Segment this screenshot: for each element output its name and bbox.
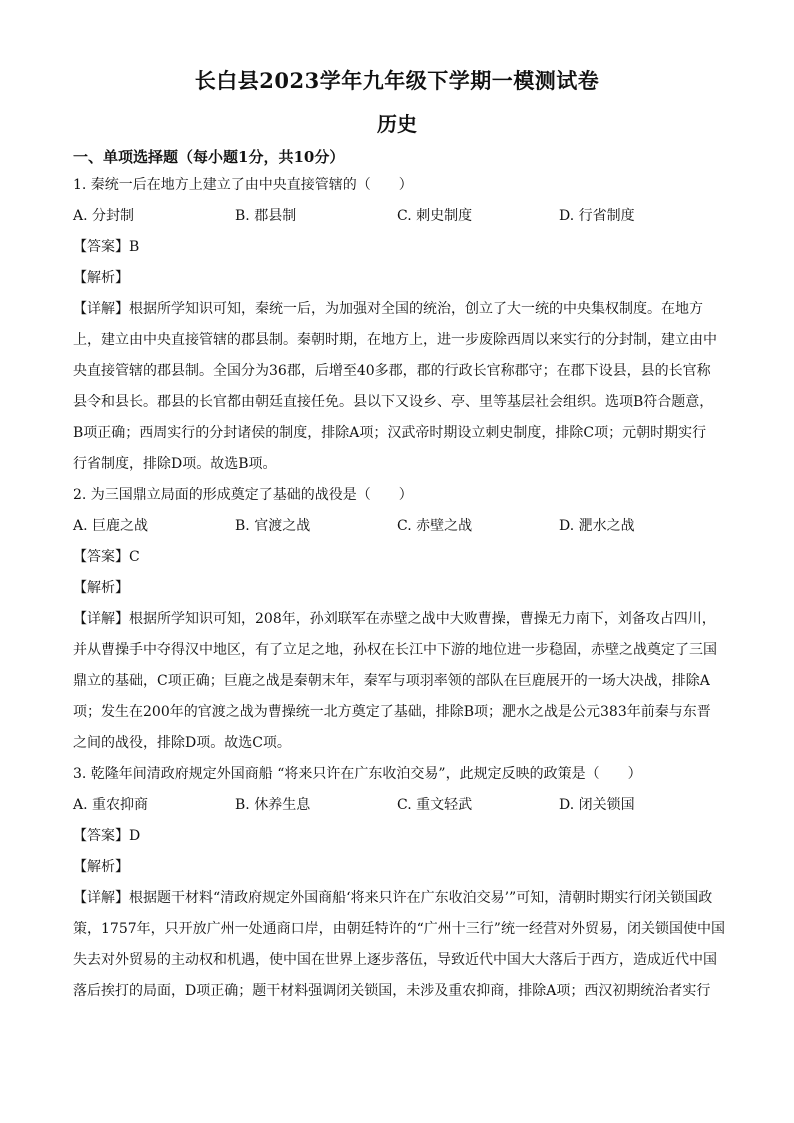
option-c: C. 刺史制度 xyxy=(397,208,473,224)
detail-line: 【详解】根据所学知识可知，秦统一后，为加强对全国的统治，创立了大一统的中央集权制度。在地方 xyxy=(73,301,703,317)
detail-text xyxy=(73,296,721,482)
question-2 xyxy=(73,482,721,761)
answer-label: 【答案】D xyxy=(73,828,141,844)
detail-line: 之间的战役，排除D项。故选C项。 xyxy=(73,735,291,751)
question-1 xyxy=(73,172,721,482)
answer-label: 【答案】B xyxy=(73,239,140,255)
detail-line: 项；发生在200年的官渡之战为曹操统一北方奠定了基础，排除B项；淝水之战是公元383年前秦与东晋 xyxy=(73,704,711,720)
question-list xyxy=(73,172,725,1009)
detail-line: 落后挨打的局面，D项正确；题干材料强调闭关锁国，未涉及重农抑商，排除A项；西汉初期统治者实行 xyxy=(73,983,711,999)
option-b: B. 官渡之战 xyxy=(235,518,311,534)
detail-line: 行省制度，排除D项。故选B项。 xyxy=(73,456,277,472)
detail-line: 央直接管辖的郡县制。全国分为36郡，后增至40多郡，郡的行政长官称郡守；在郡下设县，县的长官称 xyxy=(73,363,711,379)
analysis-label: 【解析】 xyxy=(73,270,129,286)
question-3 xyxy=(73,761,725,1009)
detail-text xyxy=(73,606,721,761)
analysis-label: 【解析】 xyxy=(73,859,129,875)
option-d: D. 行省制度 xyxy=(559,208,635,224)
option-b: B. 郡县制 xyxy=(235,208,297,224)
analysis-label: 【解析】 xyxy=(73,580,129,596)
detail-line: 策，1757年，只开放广州一处通商口岸，由朝廷特许的“广州十三行”统一经营对外贸易，闭关锁国使中国 xyxy=(73,921,725,937)
option-c: C. 赤壁之战 xyxy=(397,518,473,534)
detail-line: 上，建立由中央直接管辖的郡县制。秦朝时期，在地方上，进一步废除西周以来实行的分封制，建立由中 xyxy=(73,332,717,348)
option-d: D. 闭关锁国 xyxy=(559,797,635,813)
subject-title: 历史 xyxy=(377,112,417,136)
option-c: C. 重文轻武 xyxy=(397,797,473,813)
option-a: A. 巨鹿之战 xyxy=(73,518,149,534)
option-row xyxy=(73,513,721,544)
detail-line: 并从曹操手中夺得汉中地区，有了立足之地，孙权在长江中下游的地位进一步稳固，赤壁之战奠定了三国 xyxy=(73,642,717,658)
question-stem: 2. 为三国鼎立局面的形成奠定了基础的战役是（ ） xyxy=(73,487,413,503)
detail-line: 鼎立的基础，C项正确；巨鹿之战是秦朝末年，秦军与项羽率领的部队在巨鹿展开的一场大决战，排除A xyxy=(73,673,710,689)
exam-title: 长白县2023学年九年级下学期一模测试卷 xyxy=(194,68,600,93)
option-a: A. 分封制 xyxy=(73,208,135,224)
detail-line: 失去对外贸易的主动权和机遇，使中国在世界上逐步落伍，导致近代中国大大落后于西方，造成近代中国 xyxy=(73,952,717,968)
question-stem: 3. 乾隆年间清政府规定外国商船 “将来只许在广东收泊交易”，此规定反映的政策是（ ） xyxy=(73,766,642,782)
detail-text xyxy=(73,885,725,1009)
option-a: A. 重农抑商 xyxy=(73,797,149,813)
option-row xyxy=(73,203,721,234)
question-stem: 1. 秦统一后在地方上建立了由中央直接管辖的（ ） xyxy=(73,177,413,193)
section-heading: 一、单项选择题（每小题1分，共10分） xyxy=(73,148,345,166)
detail-line: 【详解】根据题干材料“清政府规定外国商船‘将来只许在广东收泊交易’”可知，清朝时期实行闭关锁国政 xyxy=(73,890,713,906)
option-row xyxy=(73,792,721,823)
answer-label: 【答案】C xyxy=(73,549,140,565)
detail-line: 【详解】根据所学知识可知，208年，孙刘联军在赤壁之战中大败曹操，曹操无力南下，刘备攻占四川， xyxy=(73,611,716,627)
detail-line: 县令和县长。郡县的长官都由朝廷直接任免。县以下又设乡、亭、里等基层社会组织。选项B符合题意， xyxy=(73,394,714,410)
option-b: B. 休养生息 xyxy=(235,797,311,813)
detail-line: B项正确；西周实行的分封诸侯的制度，排除A项；汉武帝时期设立刺史制度，排除C项；元朝时期实行 xyxy=(73,425,707,441)
option-d: D. 淝水之战 xyxy=(559,518,635,534)
